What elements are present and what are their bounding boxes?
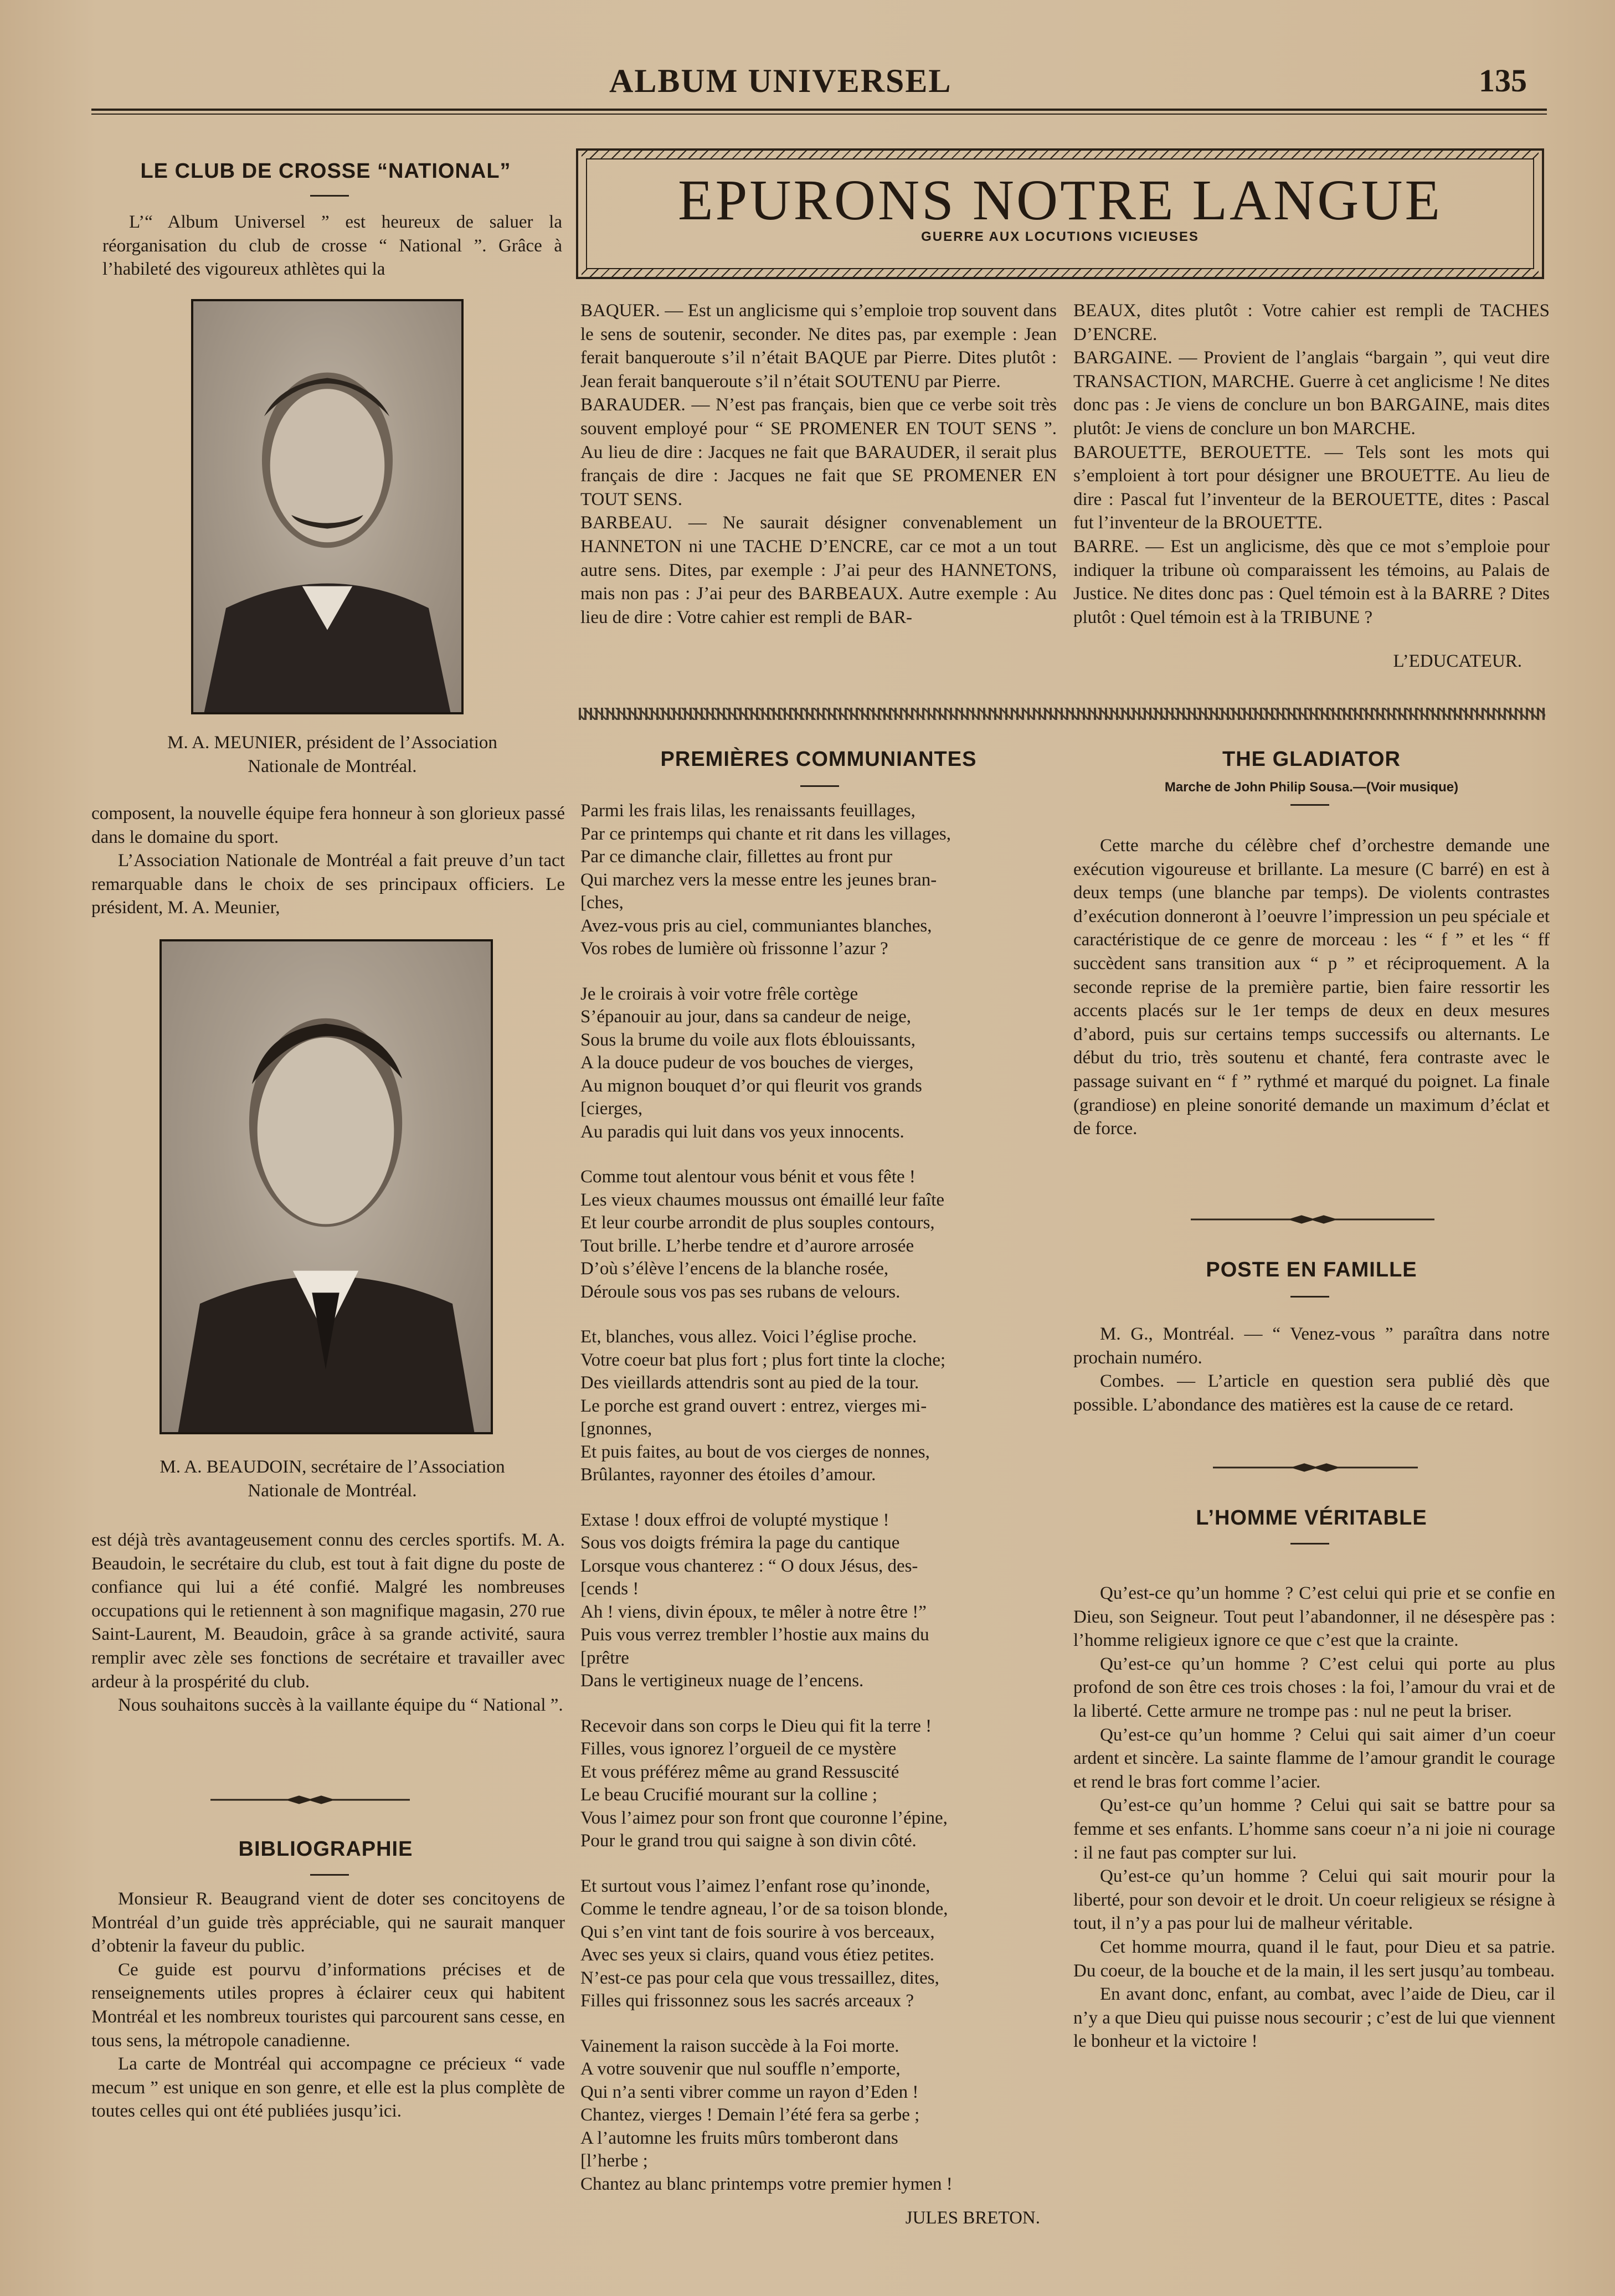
crosse-intro (102, 210, 562, 281)
poem-stanza: Parmi les frais lilas, les renaissants feuillages, Par ce printemps qui chante et rit dans les villages, Par ce dimanche clair, fillettes au front pur Qui marchez vers la messe entre les jeunes bran- [ches, Avez-vous pris au ciel, communiantes blanches, Vos robes de lumière où frissonne l’azur ? (580, 801, 951, 959)
portrait-beaudoin (160, 939, 493, 1434)
poem-stanza: Je le croirais à voir votre frêle cortège S’épanouir au jour, dans sa candeur de neige, Sous la brume du voile aux flots éblouissants, A la douce pudeur de vos bouches de vierges, Au mignon bouquet d’or qui fleurit vos grands [cierges, Au paradis qui luit dans vos yeux innocents. (580, 984, 922, 1142)
bibliographie-text (91, 1887, 565, 2123)
crosse-paragraph: Nous souhaitons succès à la vaillante équipe du “ National ”. (118, 1695, 563, 1716)
banner-border-pattern (582, 151, 1539, 158)
bibliographie-heading: BIBLIOGRAPHIE (238, 1837, 413, 1861)
section-divider (579, 708, 1545, 720)
homme-paragraph: Cet homme mourra, quand il le faut, pour Dieu et sa patrie. Du coeur, de la bouche et de la main, il les sert jusqu’au tombeau. (1073, 1937, 1555, 1981)
page-number: 135 (1479, 63, 1527, 99)
homme-paragraph: Qu’est-ce qu’un homme ? C’est celui qui prie et se confie en Dieu, son Seigneur. Tout peut l’abandonner, il ne désespère pas : l’homme religieux ignore ce que c’est que la crainte. (1073, 1583, 1555, 1651)
homme-paragraph: Qu’est-ce qu’un homme ? Celui qui sait se battre pour sa femme et ses enfants. L’homme sans coeur n’a ni joie ni courage : il ne faut pas compter sur lui. (1073, 1795, 1555, 1863)
heading-underline (310, 1874, 349, 1876)
beaudoin-caption (102, 1455, 562, 1502)
langue-signature: L’EDUCATEUR. (1393, 651, 1522, 671)
beaudoin-caption-line1: M. A. BEAUDOIN, secrétaire de l’Association (160, 1457, 505, 1477)
heading-underline (1290, 804, 1329, 806)
homme-paragraph: Qu’est-ce qu’un homme ? C’est celui qui porte au plus profond de son être ces trois choses : la foi, l’amour du vrai et de la liberté. Cette armure ne trompe pas : nul ne peut la briser. (1073, 1654, 1555, 1721)
portrait-beaudoin-drawing (162, 941, 491, 1432)
homme-paragraph: Qu’est-ce qu’un homme ? Celui qui sait aimer d’un coeur ardent et sincère. La sainte flamme de l’amour grandit le courage et rend le bras fort comme l’acier. (1073, 1724, 1555, 1792)
section-ornament (1213, 1462, 1418, 1473)
heading-underline (1290, 1543, 1329, 1545)
heading-underline (800, 785, 839, 787)
poem-stanza: Et surtout vous l’aimez l’enfant rose qu’inonde, Comme le tendre agneau, l’or de sa toison blonde, Qui s’en vint tant de fois sourire à vos berceaux, Avec ses yeux si clairs, quand vous étiez petites. N’est-ce pas pour cela que vous tressaillez, dites, Filles qui frissonnez sous les sacrés arceaux ? (580, 1876, 948, 2011)
poem-stanza: Vainement la raison succède à la Foi morte. A votre souvenir que nul souffle n’emporte, Qui n’a senti vibrer comme un rayon d’Eden ! Chantez, vierges ! Demain l’été fera sa gerbe ; A l’automne les fruits mûrs tomberont dans [l’herbe ; Chantez au blanc printemps votre premier hymen ! (580, 2036, 953, 2194)
crosse-paragraph: L’Association Nationale de Montréal a fait preuve d’un tact remarquable dans le choix de ses principaux officiers. Le président, M. A. Meunier, (91, 851, 565, 918)
section-ornament (210, 1794, 410, 1805)
homme-text (1073, 1582, 1555, 2053)
beaudoin-caption-line2: Nationale de Montréal. (248, 1480, 417, 1501)
homme-heading: L’HOMME VÉRITABLE (1196, 1506, 1427, 1530)
poste-text (1073, 1322, 1550, 1417)
biblio-paragraph: Ce guide est pourvu d’informations précises et de renseignements utiles propres à éclairer ceux qui habitent Montréal et les nombreux touristes qui parcourent sans cesse, en tous sens, la métropole canadienne. (91, 1959, 565, 2051)
heading-underline (310, 195, 349, 197)
crosse-continued (91, 802, 565, 920)
crosse-paragraph: est déjà très avantageusement connu des cercles sportifs. M. A. Beaudoin, le secrétaire du club, est tout à fait digne du poste de confiance qui lui a été confié. Malgré les nombreuses occupations qui le retiennent à son magnifique magasin, 270 rue Saint-Laurent, M. Beaudoin, grâce à sa grande activité, saura remplir avec zèle ses fonctions de secrétaire et travailler avec ardeur à la prospérité du club. (91, 1530, 565, 1692)
poem-stanza: Extase ! doux effroi de volupté mystique ! Sous vos doigts frémira la page du cantique Lorsque vous chanterez : “ O doux Jésus, des- [cends ! Ah ! viens, divin époux, te mêler à notre être !” Puis vous verrez trembler l’hostie aux mains du [prêtre Dans le vertigineux nuage de l’encens. (580, 1510, 929, 1691)
poste-paragraph: Combes. — L’article en question sera publié dès que possible. L’abondance des matières est la cause de ce retard. (1073, 1371, 1550, 1415)
poem-stanza: Recevoir dans son corps le Dieu qui fit la terre ! Filles, vous ignorez l’orgueil de ce mystère Et vous préférez même au grand Ressuscité Le beau Crucifié mourant sur la colline ; Vous l’aimez pour son front que couronne l’épine, Pour le grand trou qui saigne à son divin côté. (580, 1716, 948, 1851)
banner-subtitle: GUERRE AUX LOCUTIONS VICIEUSES (921, 229, 1199, 244)
crosse-conclusion (91, 1528, 565, 1717)
poem-body (580, 800, 1062, 2230)
meunier-caption (102, 731, 562, 778)
poem-stanza: Et, blanches, vous allez. Voici l’église proche. Votre coeur bat plus fort ; plus fort tinte la cloche; Des vieillards attendris sont au pied de la tour. Le porche est grand ouvert : entrez, vierges mi- [gnonnes, Et puis faites, au bout de vos cierges de nonnes, Brûlantes, rayonner des étoiles d’amour. (580, 1327, 946, 1485)
epurons-banner (576, 148, 1544, 279)
section-ornament (1191, 1214, 1434, 1225)
meunier-caption-line1: M. A. MEUNIER, président de l’Association (167, 733, 497, 753)
poste-heading: POSTE EN FAMILLE (1206, 1258, 1417, 1281)
meunier-caption-line2: Nationale de Montréal. (248, 756, 417, 776)
homme-paragraph: En avant donc, enfant, au combat, avec l’aide de Dieu, car il n’y a que Dieu qui puisse nous secourir ; c’est de lui que viennent le bonheur et la victoire ! (1073, 1984, 1555, 2052)
langue-right-column: BEAUX, dites plutôt : Votre cahier est rempli de TACHES D’ENCRE. BARGAINE. — Provient de l’anglais “bargain ”, qui veut dire TRANSACTION, MARCHE. Guerre à cet anglicisme ! Ne dites donc pas : Je viens de conclure un bon BARGAINE, mais dites plutôt: Je viens de conclure un bon MARCHE. BAROUETTE, BEROUETTE. — Tels sont les mots qui s’emploient à tort pour désigner une BROUETTE. Au lieu de dire : Pascal fut l’inventeur de la BEROUETTE, dites : Pascal fut l’inventeur de la BROUETTE. BARRE. — Est un anglicisme, dès que ce mot s’emploie pour indiquer la tribune où comparaissent les témoins, au Palais de Justice. Ne dites donc pas : Quel témoin est à la BARRE ? Dites plutôt : Quel témoin est à la TRIBUNE ? (1073, 301, 1550, 627)
banner-border-pattern (582, 269, 1539, 277)
poem-stanza: Comme tout alentour vous bénit et vous fête ! Les vieux chaumes moussus ont émaillé leur faîte Et leur courbe arrondit de plus souples contours, Tout brille. L’herbe tendre et d’aurore arrosée D’où s’élève l’encens de la blanche rosée, Déroule sous vos pas ses rubans de velours. (580, 1167, 945, 1302)
poste-paragraph: M. G., Montréal. — “ Venez-vous ” paraîtra dans notre prochain numéro. (1073, 1324, 1550, 1368)
gladiator-text (1073, 834, 1550, 1141)
crosse-paragraph: L’“ Album Universel ” est heureux de saluer la réorganisation du club de crosse “ National ”. Grâce à l’habileté des vigoureux athlètes qui la (102, 212, 562, 280)
header-rule-thin (91, 114, 1547, 115)
poem-author: JULES BRETON. (905, 2208, 1040, 2228)
crosse-paragraph: composent, la nouvelle équipe fera honneur à son glorieux passé dans le domaine du sport. (91, 804, 565, 847)
poem-heading: PREMIÈRES COMMUNIANTES (660, 748, 977, 771)
portrait-meunier-drawing (193, 301, 461, 712)
heading-underline (1290, 1296, 1329, 1298)
crosse-heading: LE CLUB DE CROSSE “NATIONAL” (140, 159, 511, 183)
header-rule (91, 109, 1547, 111)
biblio-paragraph: Monsieur R. Beaugrand vient de doter ses concitoyens de Montréal d’un guide très appréciable, qui ne saurait manquer d’obtenir la faveur du public. (91, 1889, 565, 1957)
langue-left-column: BAQUER. — Est un anglicisme qui s’emploie trop souvent dans le sens de soutenir, seconder. Ne dites pas, par exemple : Jean ferait banqueroute s’il n’était BAQUE par Pierre. Dites plutôt : Jean ferait banqueroute s’il n’était SOUTENU par Pierre. BARAUDER. — N’est pas français, bien que ce verbe soit très souvent employé pour “ SE PROMENER EN TOUT SENS ”. Au lieu de dire : Jacques ne fait que BARAUDER, il serait plus français de dire : Jacques ne fait que SE PROMENER EN TOUT SENS. BARBEAU. — Ne saurait désigner convenablement un HANNETON ni une TACHE D’ENCRE, car ce mot a un tout autre sens. Dites, par exemple : J’ai peur des HANNETONS, mais non pas : J’ai peur des BARBEAUX. Autre exemple : Au lieu de dire : Votre cahier est rempli de BAR- (580, 301, 1057, 627)
biblio-paragraph: La carte de Montréal qui accompagne ce précieux “ vade mecum ” est unique en son genre, et elle est la plus complète de toutes celles qui ont été publiées jusqu’ici. (91, 2054, 565, 2122)
portrait-meunier (191, 299, 464, 714)
banner-title: EPURONS NOTRE LANGUE (678, 168, 1442, 232)
publication-title: ALBUM UNIVERSEL (609, 63, 952, 99)
gladiator-subheading: Marche de John Philip Sousa.—(Voir musique) (1164, 780, 1459, 795)
homme-paragraph: Qu’est-ce qu’un homme ? Celui qui sait mourir pour la liberté, pour son devoir et le droit. Un coeur religieux se résigne à tout, il n’y a pas pour lui de malheur véritable. (1073, 1866, 1555, 1934)
gladiator-paragraph: Cette marche du célèbre chef d’orchestre demande une exécution vigoureuse et brillante. La mesure (C barré) en est à deux temps (une blanche par temps). De violents contrastes d’exécution donneront à l’oeuvre l’impression un peu spéciale et caractéristique de ce genre de morceau : les “ f ” et les “ ff succèdent sans transition aux “ p ” et réciproquement. A la seconde reprise de la première partie, bien faire ressortir les accents placés sur le 1er temps de deux en deux mesures d’abord, puis sur certains temps successifs ou alternants. Le début du trio, très soutenu et chanté, fera contraste avec le passage suivant en “ f ” rythmé et marqué du poignet. La finale (grandiose) en pleine sonorité demande un maximum d’éclat et de force. (1073, 836, 1550, 1139)
gladiator-heading: THE GLADIATOR (1222, 748, 1401, 771)
